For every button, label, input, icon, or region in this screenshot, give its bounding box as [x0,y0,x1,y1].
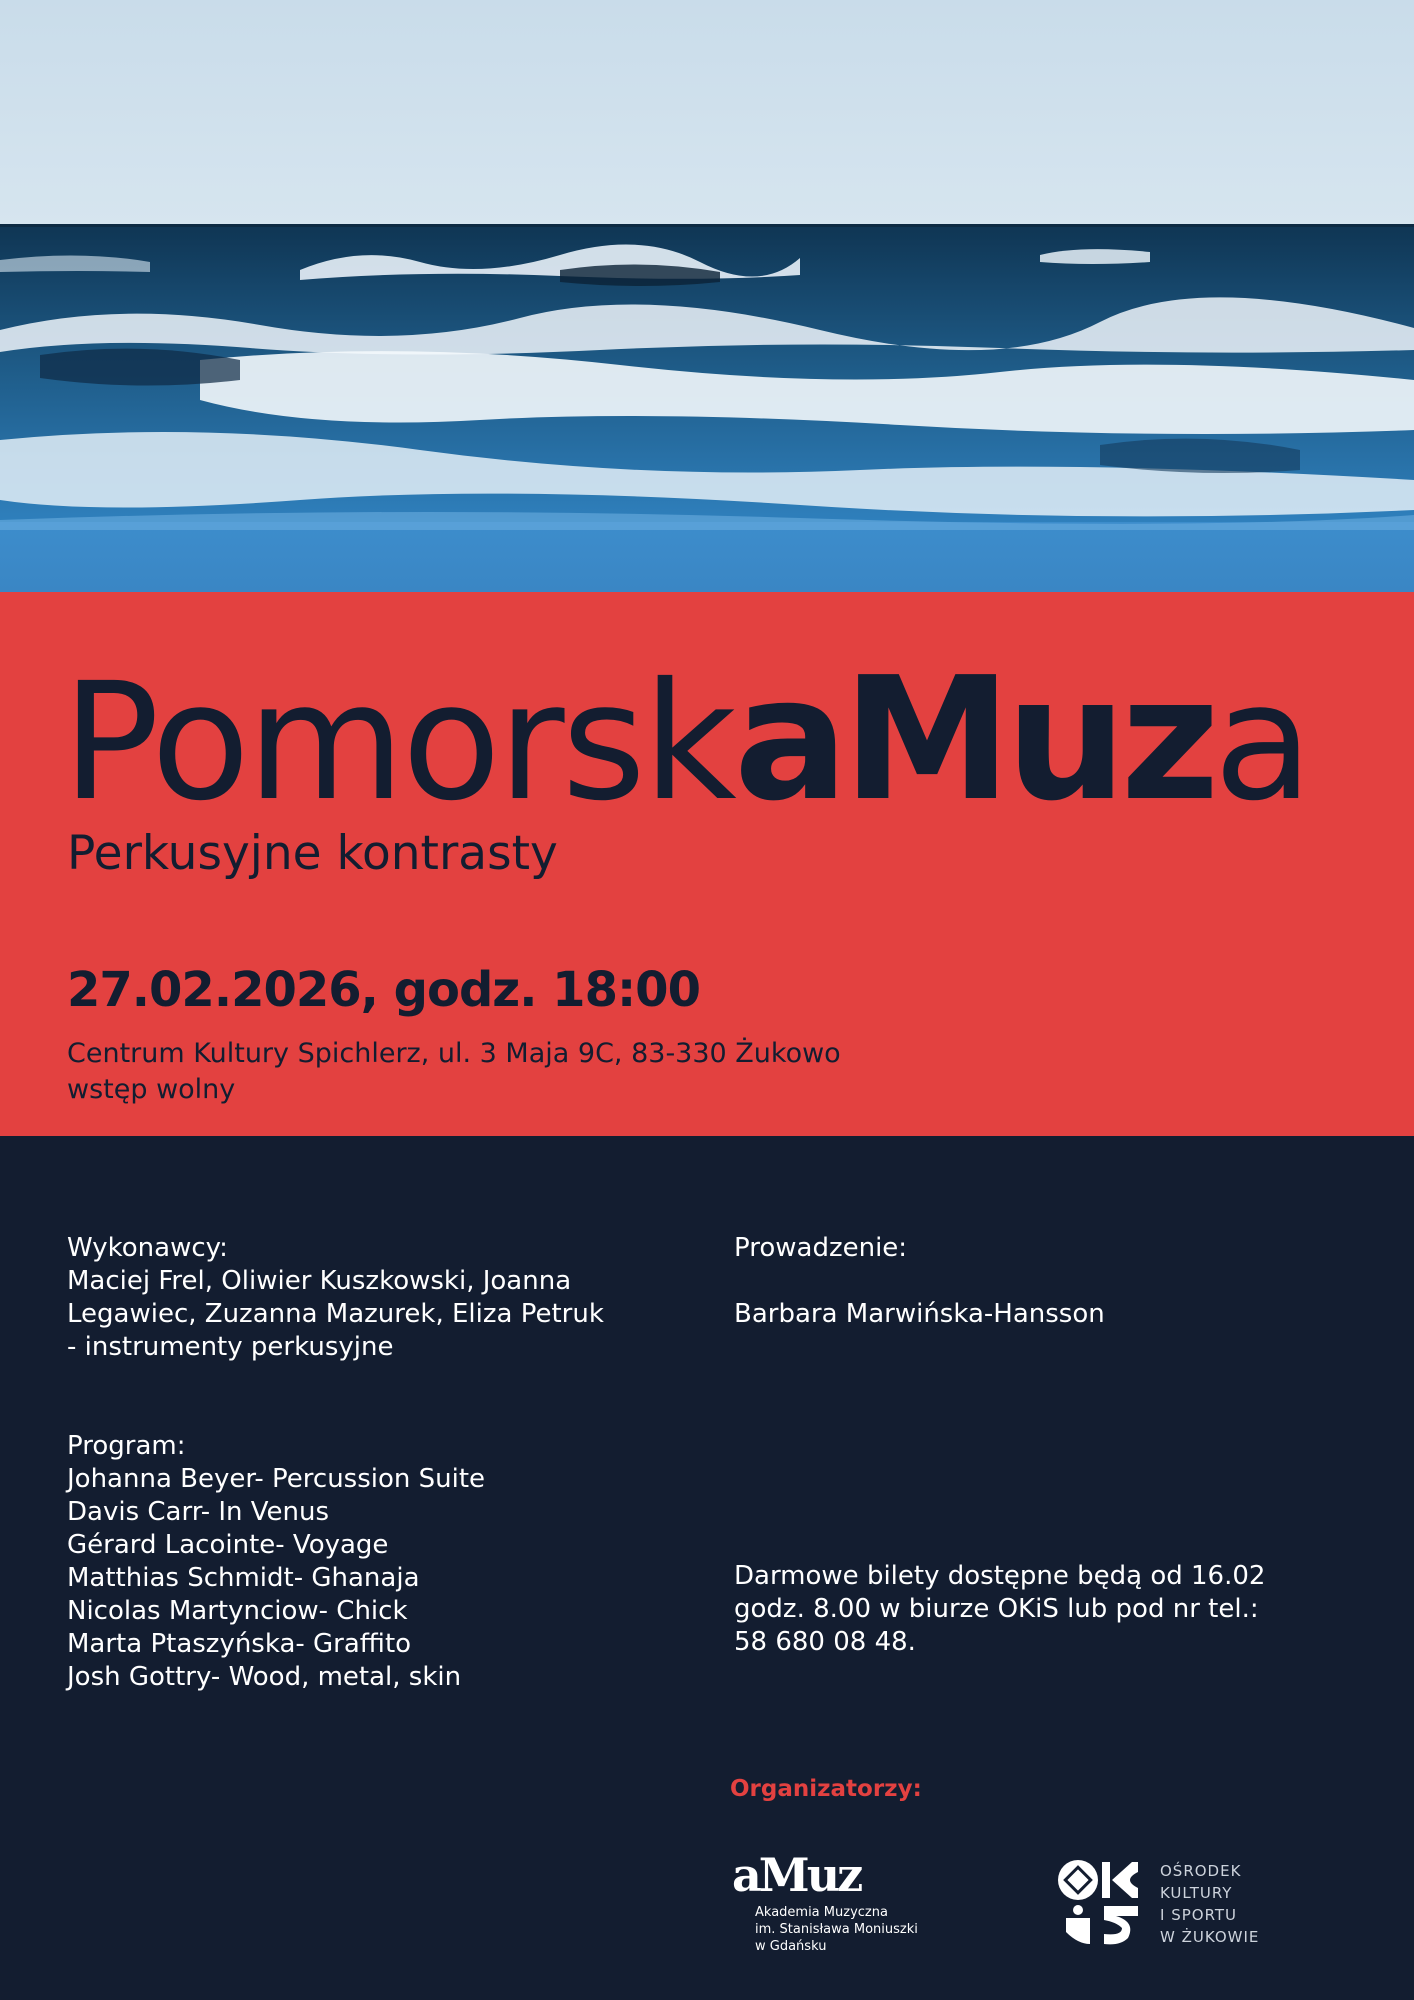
performers-line: Legawiec, Zuzanna Mazurek, Eliza Petruk [67,1299,604,1329]
event-title [62,641,1310,839]
okis-caption-line: W ŻUKOWIE [1160,1928,1260,1946]
program-item: Nicolas Martynciow- Chick [67,1596,408,1626]
tickets-info [734,1560,1265,1659]
title-part-bold: aMuz [733,641,1214,839]
performers-line: - instrumenty perkusyjne [67,1332,394,1362]
program-item: Gérard Lacointe- Voyage [67,1530,389,1560]
performers-label: Wykonawcy: [67,1233,228,1263]
program-item: Marta Ptaszyńska- Graffito [67,1629,412,1659]
performers-line: Maciej Frel, Oliwier Kuszkowski, Joanna [67,1266,572,1296]
program-item: Johanna Beyer- Percussion Suite [67,1464,486,1494]
hero-sea-photo [0,0,1414,592]
title-part-light: Pomorsk [62,649,734,837]
amuz-caption [755,1904,918,1955]
okis-mark-icon [1056,1858,1146,1948]
tickets-line: 58 680 08 48. [734,1627,916,1657]
venue-address: Centrum Kultury Spichlerz, ul. 3 Maja 9C, 83-330 Żukowo [67,1038,841,1069]
sea-waves-image [0,0,1414,592]
program-item: Matthias Schmidt- Ghanaja [67,1563,420,1593]
program-label: Program: [67,1431,186,1461]
organizers-label: Organizatorzy: [730,1776,922,1802]
program-section [67,1430,485,1694]
host-section [734,1232,1105,1331]
event-subtitle: Perkusyjne kontrasty [67,826,558,881]
tickets-line: Darmowe bilety dostępne będą od 16.02 [734,1561,1266,1591]
amuz-logo [732,1848,962,1954]
okis-caption-line: I SPORTU [1160,1906,1238,1924]
amuz-caption-line: w Gdańsku [755,1939,827,1954]
host-label: Prowadzenie: [734,1233,908,1263]
tickets-line: godz. 8.00 w biurze OKiS lub pod nr tel.: [734,1594,1259,1624]
program-item: Josh Gottry- Wood, metal, skin [67,1662,462,1692]
okis-logo [1056,1858,1260,1958]
event-date: 27.02.2026, godz. 18:00 [67,962,700,1018]
okis-caption-line: KULTURY [1160,1884,1233,1902]
okis-caption-line: OŚRODEK [1160,1862,1242,1880]
amuz-caption-line: Akademia Muzyczna [755,1905,888,1920]
program-item: Davis Carr- In Venus [67,1497,330,1527]
title-part-end: a [1213,649,1310,837]
venue-entry: wstęp wolny [67,1074,236,1105]
performers-section [67,1232,604,1364]
event-venue [67,1036,841,1108]
okis-caption [1160,1860,1259,1948]
amuz-wordmark: aMuz [732,1848,861,1902]
host-name: Barbara Marwińska-Hansson [734,1299,1105,1329]
amuz-caption-line: im. Stanisława Moniuszki [755,1922,918,1937]
